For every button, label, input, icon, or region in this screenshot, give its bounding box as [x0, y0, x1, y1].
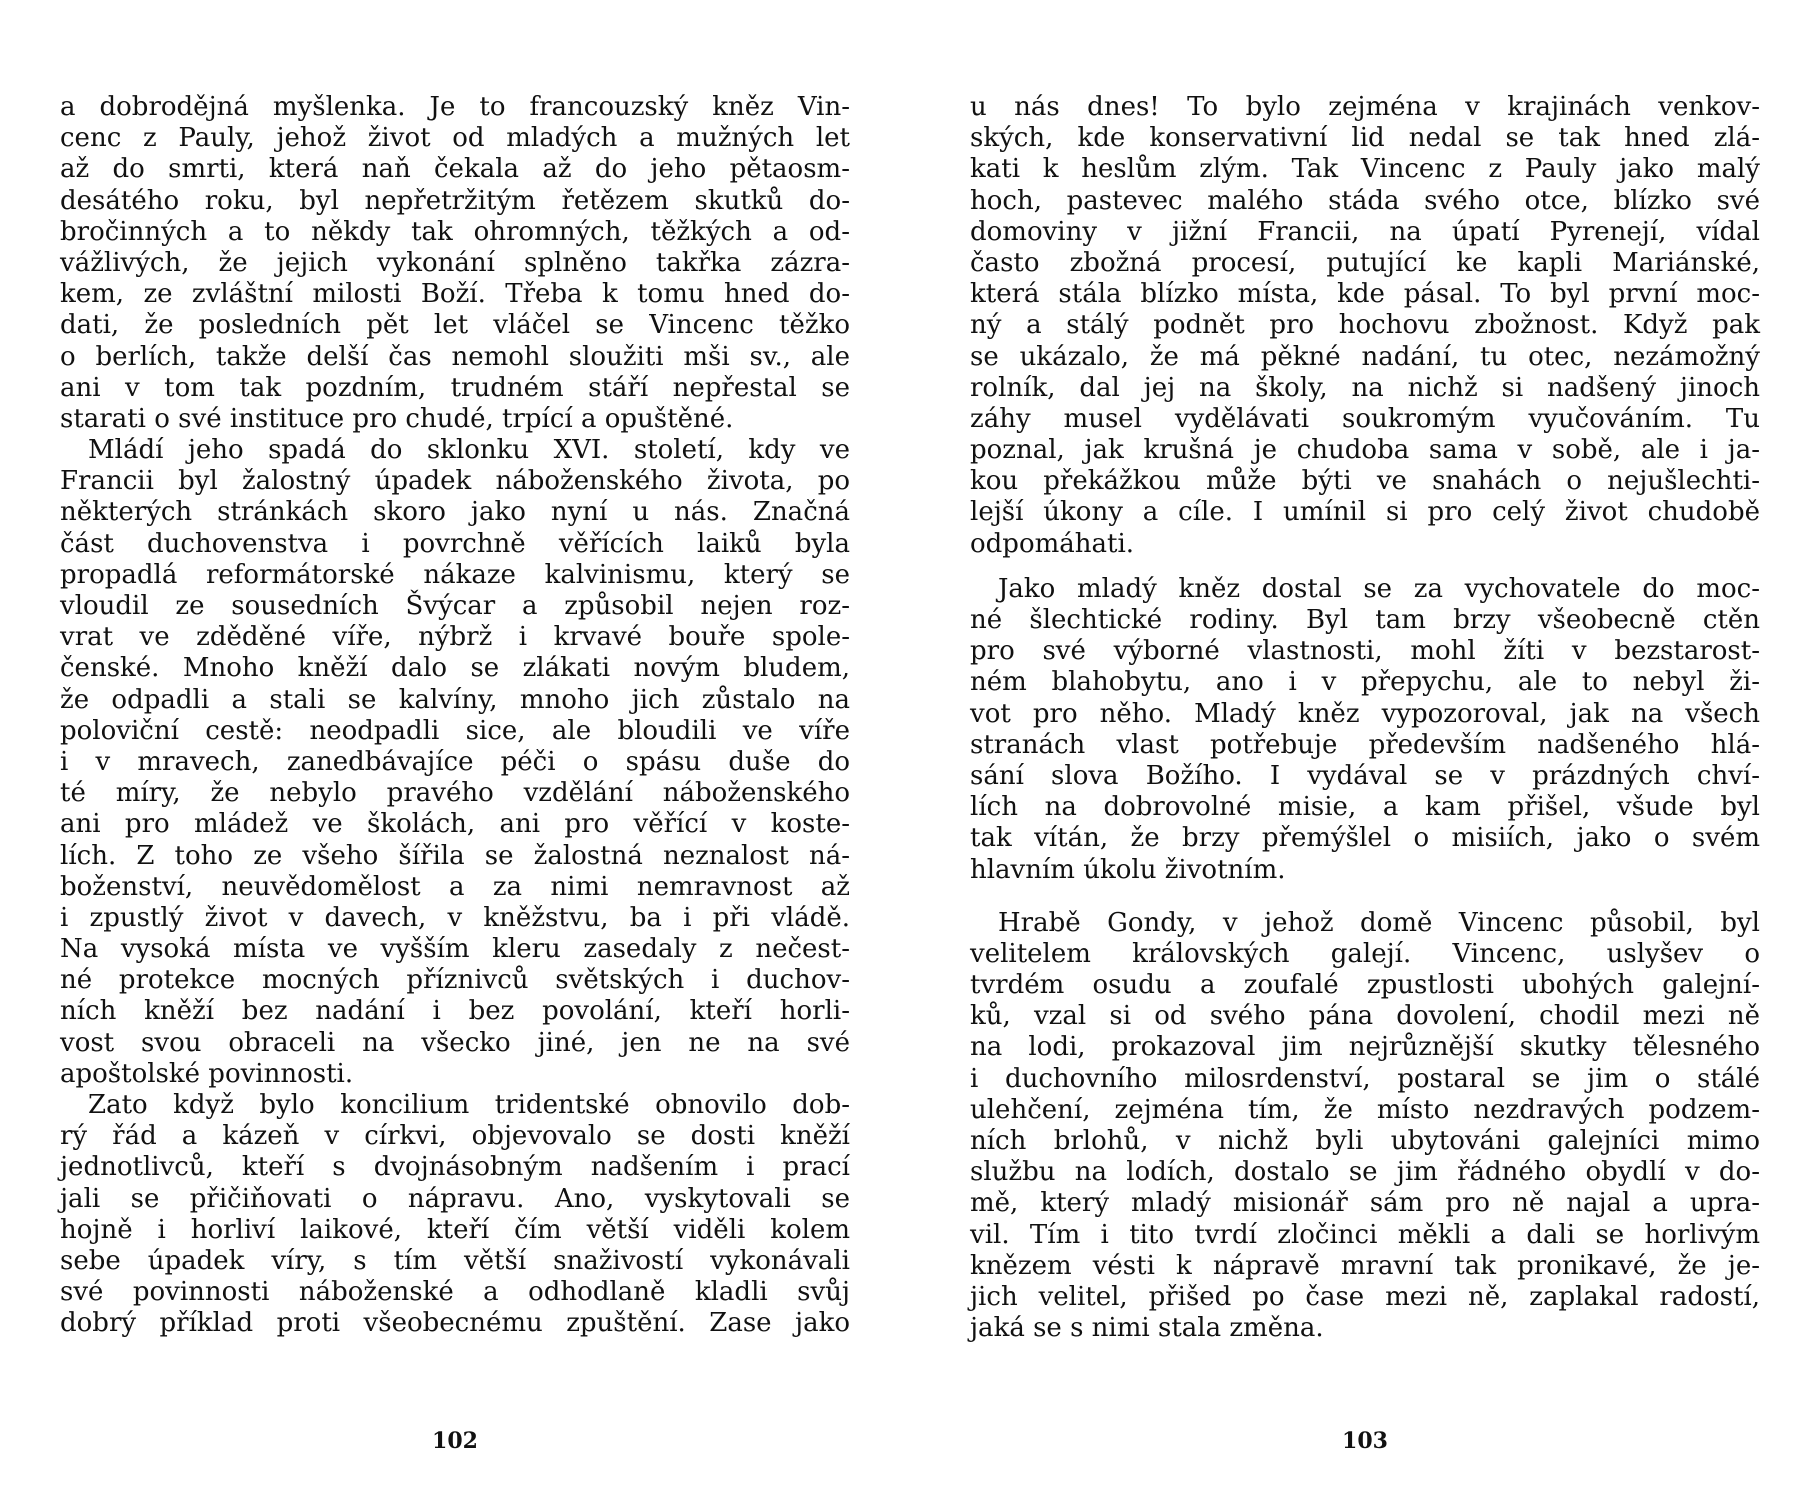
right-page-text [970, 92, 1760, 1344]
text-line: mě, který mladý misionář sám pro ně najal a upra- [970, 1188, 1760, 1219]
text-line: né protekce mocných příznivců světských i duchov- [60, 965, 850, 996]
text-line: boženství, neuvědomělost a za nimi nemravnost až [60, 871, 850, 902]
text-line: čenské. Mnoho kněží dalo se zlákati novým bludem, [60, 653, 850, 684]
text-line: hojně i horliví laikové, kteří čím větší viděli kolem [60, 1214, 850, 1245]
text-line: o berlích, takže delší čas nemohl sloužiti mši sv., ale [60, 341, 850, 372]
text-line: té míry, že nebylo pravého vzdělání náboženského [60, 778, 850, 809]
text-line: cenc z Pauly, jehož život od mladých a mužných let [60, 123, 850, 154]
text-line: Na vysoká místa ve vyšším kleru zasedaly z nečest- [60, 934, 850, 965]
text-line: lích. Z toho ze všeho šířila se žalostná neznalost ná- [60, 840, 850, 871]
paragraph [970, 908, 1760, 1345]
text-line: poloviční cestě: neodpadli sice, ale bloudili ve víře [60, 715, 850, 746]
text-line: ních brlohů, v nichž byli ubytováni galejníci mimo [970, 1126, 1760, 1156]
paragraph [60, 92, 850, 435]
text-line: kou překážkou může býti ve snahách o nejušlechti- [970, 466, 1760, 497]
text-line: Zato když bylo koncilium tridentské obnovilo dob- [88, 1090, 850, 1120]
text-line: i v mravech, zanedbávajíce péči o spásu duše do [60, 746, 850, 777]
page-number: 102 [432, 1428, 478, 1454]
left-page [60, 0, 850, 1500]
text-line: vil. Tím i tito tvrdí zločinci měkli a dali se horlivým [970, 1219, 1760, 1250]
text-line: stranách vlast potřebuje především nadšeného hlá- [970, 729, 1760, 760]
text-line: apoštolské povinnosti. [60, 1058, 354, 1089]
text-line: jali se přičiňovati o nápravu. Ano, vyskytovali se [60, 1183, 850, 1214]
text-line: i zpustlý život v davech, v kněžstvu, ba i při vládě. [60, 902, 850, 933]
text-line: vost svou obraceli na všecko jiné, jen ne na své [60, 1027, 850, 1058]
text-line: kem, ze zvláštní milosti Boží. Třeba k tomu hned do- [60, 279, 850, 310]
text-line: desátého roku, byl nepřetržitým řetězem skutků do- [60, 185, 850, 216]
paragraph-gap [970, 560, 1760, 574]
text-line: u nás dnes! To bylo zejména v krajinách venkov- [970, 92, 1760, 122]
text-line: knězem vésti k nápravě mravní tak pronikavé, že je- [970, 1250, 1760, 1281]
text-line: lích na dobrovolné misie, a kam přišel, všude byl [970, 792, 1760, 823]
text-line: poznal, jak krušná je chudoba sama v sobě, ale i ja- [970, 435, 1760, 466]
paragraph [60, 435, 850, 1090]
text-line: ný a stálý podnět pro hochovu zbožnost. Když pak [970, 310, 1760, 341]
text-line: propadlá reformátorské nákaze kalvinismu, který se [60, 559, 850, 590]
text-line: jaká se s nimi stala změna. [970, 1313, 1324, 1344]
text-line: Jako mladý kněz dostal se za vychovatele do moc- [998, 573, 1760, 604]
text-line: a dobrodějná myšlenka. Je to francouzský kněz Vin- [60, 92, 850, 122]
text-line: že odpadli a stali se kalvíny, mnoho jich zůstalo na [60, 684, 850, 715]
text-line: bročinných a to někdy tak ohromných, těžkých a od- [60, 216, 850, 247]
text-line: záhy musel vydělávati soukromým vyučováním. Tu [970, 403, 1760, 434]
text-line: lejší úkony a cíle. I umínil si pro celý život chudobě [970, 497, 1760, 528]
text-line: tak vítán, že brzy přemýšlel o misiích, jako o svém [970, 823, 1760, 854]
text-line: která stála blízko místa, kde pásal. To byl první moc- [970, 279, 1760, 310]
text-line: hlavním úkolu životním. [970, 854, 1286, 885]
paragraph [60, 1090, 850, 1340]
text-line: Francii byl žalostný úpadek náboženského života, po [60, 466, 850, 497]
text-line: tvrdém osudu a zoufalé zpustlosti ubohých galejní- [970, 970, 1760, 1001]
text-line: až do smrti, která naň čekala až do jeho pětaosm- [60, 154, 850, 185]
paragraph [970, 92, 1760, 560]
text-line: se ukázalo, že má pěkné nadání, tu otec, nezámožný [970, 341, 1760, 372]
text-line: i duchovního milosrdenství, postaral se jim o stálé [970, 1063, 1760, 1094]
text-line: vloudil ze sousedních Švýcar a způsobil nejen roz- [60, 591, 850, 621]
text-line: službu na lodích, dostalo se jim řádného obydlí v do- [970, 1157, 1760, 1188]
text-line: hoch, pastevec malého stáda svého otce, blízko své [970, 185, 1760, 216]
text-line: dobrý příklad proti všeobecnému zpuštění. Zase jako [60, 1308, 850, 1339]
text-line: ani pro mládež ve školách, ani pro věřící v koste- [60, 809, 850, 840]
text-line: Mládí jeho spadá do sklonku XVI. století, kdy ve [88, 435, 850, 466]
text-line: pro své výborné vlastnosti, mohl žíti v bezstarost- [970, 636, 1760, 667]
text-line: dati, že posledních pět let vláčel se Vincenc těžko [60, 310, 850, 341]
text-line: často zbožná procesí, putující ke kapli Mariánské, [970, 247, 1760, 278]
text-line: né šlechtické rodiny. Byl tam brzy všeobecně ctěn [970, 605, 1760, 635]
text-line: velitelem královských galejí. Vincenc, uslyšev o [970, 938, 1760, 969]
text-line: některých stránkách skoro jako nyní u nás. Značná [60, 497, 850, 528]
text-line: část duchovenstva i povrchně věřících laiků byla [60, 528, 850, 559]
text-line: své povinnosti náboženské a odhodlaně kladli svůj [60, 1277, 850, 1308]
text-line: Hrabě Gondy, v jehož domě Vincenc působil, byl [998, 907, 1760, 938]
text-line: sebe úpadek víry, s tím větší snaživostí vykonávali [60, 1245, 850, 1276]
text-line: kati k heslům zlým. Tak Vincenc z Pauly jako malý [970, 154, 1760, 185]
right-page [970, 0, 1760, 1500]
text-line: vrat ve zděděné víře, nýbrž i krvavé bouře spole- [60, 622, 850, 653]
text-line: ulehčení, zejména tím, že místo nezdravých podzem- [970, 1094, 1760, 1125]
text-line: ských, kde konservativní lid nedal se tak hned zlá- [970, 123, 1760, 154]
text-line: sání slova Božího. I vydával se v prázdných chví- [970, 760, 1760, 791]
text-line: ném blahobytu, ano i v přepychu, ale to nebyl ži- [970, 667, 1760, 698]
text-line: odpomáhati. [970, 528, 1135, 559]
text-line: ních kněží bez nadání i bez povolání, kteří horli- [60, 996, 850, 1027]
text-line: vot pro něho. Mladý kněz vypozoroval, jak na všech [970, 698, 1760, 729]
left-page-text [60, 92, 850, 1340]
text-line: rý řád a kázeň v církvi, objevovalo se dosti kněží [60, 1121, 850, 1152]
text-line: ani v tom tak pozdním, trudném stáří nepřestal se [60, 372, 850, 403]
page-number: 103 [1342, 1428, 1388, 1454]
paragraph [970, 574, 1760, 886]
text-line: jednotlivců, kteří s dvojnásobným nadšením i prací [60, 1152, 850, 1183]
text-line: domoviny v jižní Francii, na úpatí Pyrenejí, vídal [970, 216, 1760, 247]
text-line: rolník, dal jej na školy, na nichž si nadšený jinoch [970, 372, 1760, 403]
text-line: ků, vzal si od svého pána dovolení, chodil mezi ně [970, 1001, 1760, 1032]
paragraph-gap [970, 886, 1760, 908]
text-line: jich velitel, přišed po čase mezi ně, zaplakal radostí, [970, 1281, 1760, 1312]
text-line: starati o své instituce pro chudé, trpící a opuštěné. [60, 403, 734, 434]
text-line: vážlivých, že jejich vykonání splněno takřka zázra- [60, 247, 850, 278]
text-line: na lodi, prokazoval jim nejrůznější skutky tělesného [970, 1032, 1760, 1063]
